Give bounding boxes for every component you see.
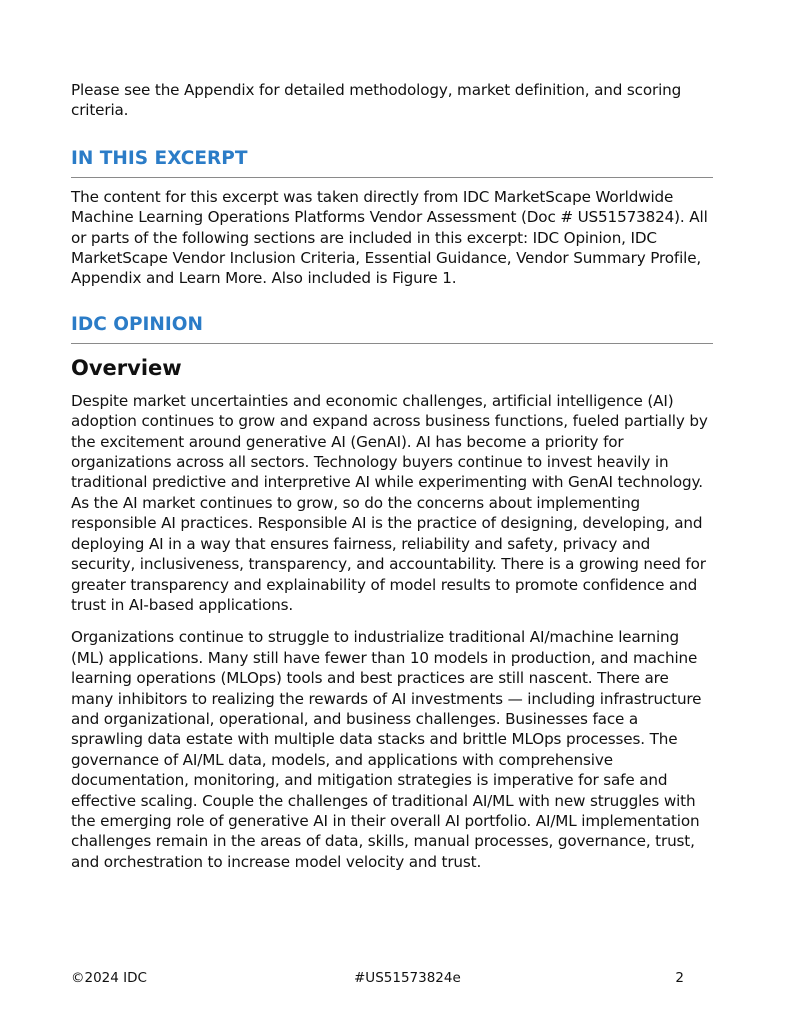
document-page (71, 80, 713, 872)
overview-paragraph-1: Despite market uncertainties and economic challenges, artificial intelligence (AI) adoption continues to grow and expand across business functions, fueled partially by the excitement around generative AI (GenAI). AI has become a priority for organizations across all sectors. Technology buyers continue to invest heavily in traditional predictive and interpretive AI while experimenting with GenAI technology. As the AI market continues to grow, so do the concerns about implementing responsible AI practices. Responsible AI is the practice of designing, developing, and deploying AI in a way that ensures fairness, reliability and safety, privacy and security, inclusiveness, transparency, and accountability. There is a growing need for greater transparency and explainability of model results to promote confidence and trust in AI-based applications. (71, 391, 708, 614)
page-footer (71, 968, 684, 988)
footer-doc-number: #US51573824e (354, 970, 461, 986)
section-heading-idc-opinion: IDC OPINION (71, 313, 713, 344)
intro-paragraph: Please see the Appendix for detailed methodology, market definition, and scoring criteria. (71, 81, 682, 120)
overview-paragraph-2: Organizations continue to struggle to industrialize traditional AI/machine learning (ML) applications. Many still have fewer than 10 models in production, and machine learning operations (MLOps) tools and best practices are still nascent. There are many inhibitors to realizing the rewards of AI investments — including infrastructure and organizational, operational, and business challenges. Businesses face a sprawling data estate with multiple data stacks and brittle MLOps processes. The governance of AI/ML data, models, and applications with comprehensive documentation, monitoring, and mitigation strategies is imperative for safe and effective scaling. Couple the challenges of traditional AI/ML with new struggles with the emerging role of generative AI in their overall AI portfolio. AI/ML implementation challenges remain in the areas of data, skills, manual processes, governance, trust, and orchestration to increase model velocity and trust. (71, 628, 702, 871)
subheading-overview: Overview (71, 355, 182, 380)
section-heading-in-this-excerpt: IN THIS EXCERPT (71, 147, 713, 178)
footer-page-number: 2 (675, 970, 684, 986)
excerpt-paragraph: The content for this excerpt was taken directly from IDC MarketScape Worldwide Machine Learning Operations Platforms Vendor Assessment (Doc # US51573824). All or parts of the following sections are included in this excerpt: IDC Opinion, IDC MarketScape Vendor Inclusion Criteria, Essential Guidance, Vendor Summary Profile, Appendix and Learn More. Also included is Figure 1. (71, 187, 708, 288)
footer-copyright: ©2024 IDC (71, 970, 147, 986)
